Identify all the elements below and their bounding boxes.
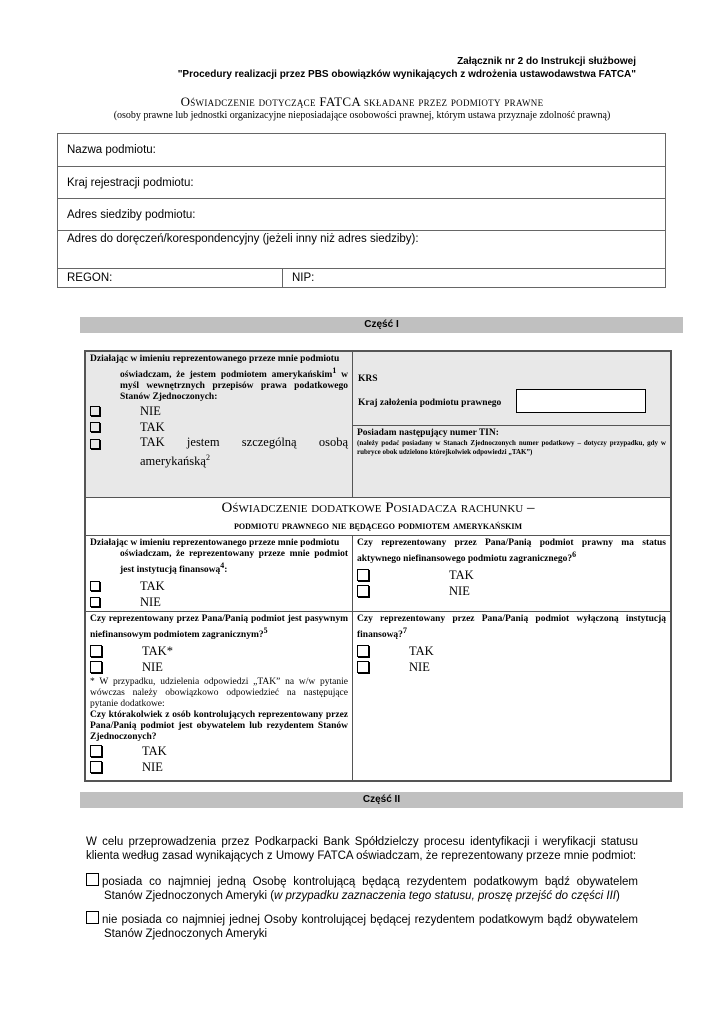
q1-option-tak[interactable] [90, 419, 348, 435]
krs-section [353, 352, 670, 426]
q4-extra-question: Czy którakolwiek z osób kontrolujących reprezentowany przez Pana/Panią podmiot jest obywatelem lub rezydentem Stanów Zjednoczonych? [90, 710, 348, 743]
tin-section [353, 426, 670, 497]
regon-field[interactable]: REGON: [58, 269, 283, 288]
us-person-question [86, 352, 353, 497]
tin-label: Posiadam następujący numer TIN: [357, 428, 499, 438]
part2-bar: Część II [80, 792, 683, 808]
active-nffe-question [353, 535, 670, 611]
checkbox-icon[interactable] [90, 422, 100, 432]
checkbox-icon[interactable] [357, 661, 369, 673]
option-end: ) [616, 890, 620, 902]
checkbox-icon[interactable] [90, 745, 102, 757]
option-sup: 2 [205, 453, 210, 463]
q4-sup: 5 [263, 626, 268, 635]
option-label: NIE [140, 595, 161, 610]
q1-sup: 1 [332, 366, 337, 375]
checkbox-icon[interactable] [86, 873, 99, 886]
registration-country-field[interactable]: Kraj rejestracji podmiotu: [58, 167, 666, 199]
option-label: NIE [449, 584, 470, 599]
checkbox-icon[interactable] [90, 581, 100, 591]
checkbox-icon[interactable] [90, 406, 100, 416]
checkbox-icon[interactable] [90, 761, 102, 773]
page-title: Oświadczenie dotyczące FATCA składane przez podmioty prawne [180, 94, 544, 109]
country-founded-input[interactable] [516, 389, 646, 413]
address-field[interactable]: Adres siedziby podmiotu: [58, 199, 666, 231]
q4-extra-option-tak[interactable] [90, 743, 348, 759]
annex-label: Załącznik nr 2 do Instrukcji służbowej [457, 56, 636, 67]
option-hint: w przypadku zaznaczenia tego statusu, proszę przejść do części III [274, 890, 617, 902]
checkbox-icon[interactable] [357, 645, 369, 657]
q4-extra-option-nie[interactable] [90, 759, 348, 775]
option-label: TAK [140, 579, 165, 594]
entity-name-field[interactable]: Nazwa podmiotu: [58, 134, 666, 167]
q4-option-nie[interactable] [90, 659, 348, 675]
q3-text: Czy reprezentowany przez Pana/Panią podmiot prawny ma status aktywnego niefinansowego podmiotu zagranicznego? [357, 538, 666, 565]
q5-text: Czy reprezentowany przez Pana/Panią podmiot wyłączoną instytucją finansową? [357, 614, 666, 641]
q1-option-nie[interactable] [90, 403, 348, 419]
passive-nffe-question [86, 611, 353, 780]
checkbox-icon[interactable] [357, 569, 369, 581]
additional-heading [86, 497, 670, 536]
q1-text2: w myśl wewnętrznych przepisów prawa podatkowego Stanów Zjednoczonych: [120, 370, 348, 403]
q3-option-nie[interactable] [357, 583, 666, 599]
q5-option-tak[interactable] [357, 643, 666, 659]
q5-option-nie[interactable] [357, 659, 666, 675]
correspondence-field[interactable]: Adres do doręczeń/korespondencyjny (jeżeli inny niż adres siedziby): [58, 231, 666, 269]
part2-intro: W celu przeprowadzenia przez Podkarpacki Bank Spółdzielczy procesu identyfikacji i weryfikacji statusu klienta według zasad wynikających z Umowy FATCA oświadczam, że reprezentowany przeze mnie podmiot: [86, 836, 638, 862]
krs-label: KRS [358, 374, 378, 384]
option-label: TAK* [142, 644, 173, 659]
q2-option-tak[interactable] [90, 578, 348, 594]
q2-end: : [224, 565, 228, 576]
q3-sup: 6 [572, 550, 577, 559]
q4-note: * W przypadku, udzielenia odpowiedzi „TAK” na w/w pytanie wówczas należy obowiązkowo odpowiedzieć na następujące pytanie dodatkowe: [90, 677, 348, 710]
q4-text: Czy reprezentowany przez Pana/Panią podmiot jest pasywnym niefinansowym podmiotem zagranicznym? [90, 614, 348, 641]
part1-box [84, 350, 672, 782]
entity-form [57, 133, 666, 288]
checkbox-icon[interactable] [86, 911, 99, 924]
q1-option-special[interactable] [90, 435, 348, 469]
option-label: posiada co najmniej jedną Osobę kontrolującą będącą rezydentem podatkowym bądź obywatelem Stanów Zjednoczonych Ameryki ( [102, 876, 638, 902]
part2-option-no-us-person[interactable] [86, 911, 638, 941]
q2-text: oświadczam, że reprezentowany przeze mnie podmiot jest instytucją finansową [120, 549, 348, 576]
option-label: TAK [142, 744, 167, 759]
page-subtitle: (osoby prawne lub jednostki organizacyjne nieposiadające osobowości prawnej, którym ustawa przyznaje zdolność prawną) [113, 110, 611, 121]
option-label: TAK jestem szczególną osobą amerykańską [140, 435, 348, 469]
q2-option-nie[interactable] [90, 594, 348, 610]
country-founded-label: Kraj założenia podmiotu prawnego [358, 398, 502, 408]
q2-sup: 4 [220, 561, 225, 570]
option-label: TAK [409, 644, 434, 659]
part2-option-has-us-person[interactable] [86, 873, 638, 903]
option-label: TAK [140, 420, 165, 435]
q5-sup: 7 [402, 626, 407, 635]
heading-line2: podmiotu prawnego nie będącego podmiotem amerykańskim [233, 518, 523, 532]
checkbox-icon[interactable] [90, 661, 102, 673]
nip-field[interactable]: NIP: [283, 269, 666, 288]
option-label: TAK [449, 568, 474, 583]
heading-line1: Oświadczenie dodatkowe Posiadacza rachunku – [221, 500, 535, 516]
q1-text: oświadczam, że jestem podmiotem amerykańskim [120, 370, 333, 381]
option-label: NIE [142, 660, 163, 675]
checkbox-icon[interactable] [90, 597, 100, 607]
q4-option-tak[interactable] [90, 643, 348, 659]
q3-option-tak[interactable] [357, 567, 666, 583]
exempt-fi-question [353, 611, 670, 780]
option-label: NIE [409, 660, 430, 675]
checkbox-icon[interactable] [90, 645, 102, 657]
q2-intro: Działając w imieniu reprezentowanego przeze mnie podmiotu [90, 538, 340, 548]
option-label: NIE [140, 404, 161, 419]
option-label: NIE [142, 760, 163, 775]
part1-bar: Część I [80, 317, 683, 333]
tin-note: (należy podać posiadany w Stanach Zjednoczonych numer podatkowy – dotyczy przypadku, gdy w rubryce obok udzielono którejkolwiek odpowiedzi „TAK”) [357, 439, 666, 456]
procedure-label: "Procedury realizacji przez PBS obowiązków wynikających z wdrożenia ustawodawstwa FATCA" [177, 69, 636, 80]
q1-intro: Działając w imieniu reprezentowanego przeze mnie podmiotu [90, 354, 340, 364]
checkbox-icon[interactable] [357, 585, 369, 597]
option-label: nie posiada co najmniej jednej Osoby kontrolującej będącej rezydentem podatkowym bądź obywatelem Stanów Zjednoczonych Ameryki [102, 914, 638, 940]
financial-institution-question [86, 535, 353, 611]
